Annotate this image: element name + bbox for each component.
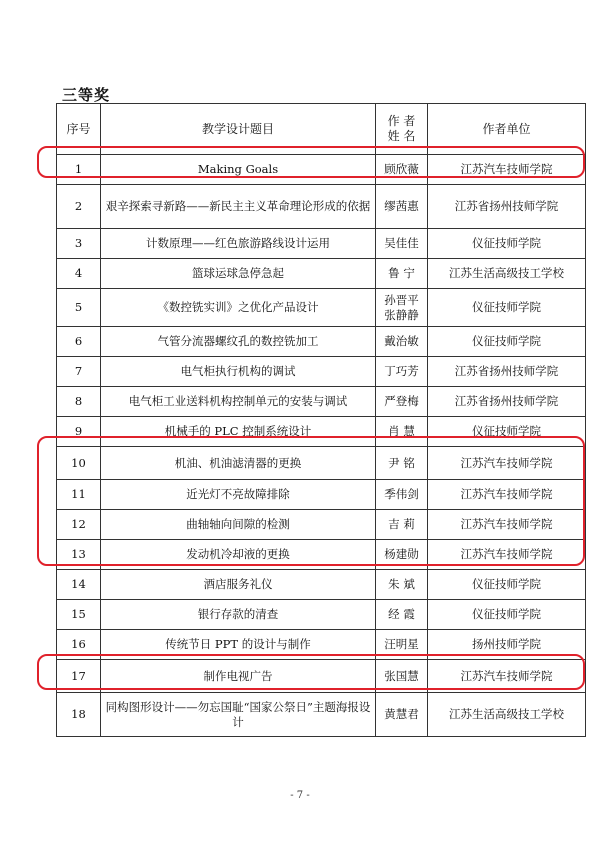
- row-index: 14: [57, 570, 101, 600]
- row-title: 传统节日 PPT 的设计与制作: [101, 630, 376, 660]
- row-index: 11: [57, 480, 101, 510]
- section-title: 三等奖: [62, 86, 111, 104]
- table-row: [57, 357, 586, 387]
- table-row: [57, 480, 586, 510]
- row-index: 18: [57, 693, 101, 737]
- row-author: 黄慧君: [376, 693, 428, 737]
- row-title: 篮球运球急停急起: [101, 259, 376, 289]
- table-row: [57, 570, 586, 600]
- row-title: 曲轴轴向间隙的检测: [101, 510, 376, 540]
- row-author: 缪茜惠: [376, 185, 428, 229]
- row-title: 计数原理——红色旅游路线设计运用: [101, 229, 376, 259]
- row-unit: 仪征技师学院: [428, 600, 586, 630]
- row-index: 5: [57, 289, 101, 327]
- row-unit: 江苏汽车技师学院: [428, 540, 586, 570]
- row-unit: 仪征技师学院: [428, 289, 586, 327]
- row-author: 经 霞: [376, 600, 428, 630]
- table-row: [57, 387, 586, 417]
- row-title: 近光灯不亮故障排除: [101, 480, 376, 510]
- row-unit: 江苏汽车技师学院: [428, 480, 586, 510]
- row-author: 张国慧: [376, 660, 428, 693]
- page-number: - 7 -: [290, 790, 310, 801]
- row-title: 银行存款的清查: [101, 600, 376, 630]
- table-header-row: [57, 104, 586, 155]
- row-author: 丁巧芳: [376, 357, 428, 387]
- header-index: 序号: [57, 104, 101, 155]
- row-index: 16: [57, 630, 101, 660]
- row-unit: 江苏汽车技师学院: [428, 660, 586, 693]
- table-row: [57, 229, 586, 259]
- table-row: [57, 259, 586, 289]
- table-row: [57, 510, 586, 540]
- row-index: 8: [57, 387, 101, 417]
- row-index: 1: [57, 155, 101, 185]
- row-index: 4: [57, 259, 101, 289]
- table-row: [57, 289, 586, 327]
- row-author: 尹 铭: [376, 447, 428, 480]
- row-title: 机油、机油滤清器的更换: [101, 447, 376, 480]
- award-table: [56, 103, 586, 737]
- table-row: [57, 447, 586, 480]
- table-row: [57, 540, 586, 570]
- table-row: [57, 155, 586, 185]
- row-title: 同构图形设计——勿忘国耻“国家公祭日”主题海报设计: [101, 693, 376, 737]
- table-row: [57, 693, 586, 737]
- row-index: 2: [57, 185, 101, 229]
- row-author: 戴治敏: [376, 327, 428, 357]
- row-title: 制作电视广告: [101, 660, 376, 693]
- row-title: 艰辛探索寻新路——新民主主义革命理论形成的依据: [101, 185, 376, 229]
- row-unit: 仪征技师学院: [428, 229, 586, 259]
- header-author-line1: 作 者: [387, 114, 416, 128]
- row-author: 顾欣薇: [376, 155, 428, 185]
- row-unit: 仪征技师学院: [428, 327, 586, 357]
- table-row: [57, 630, 586, 660]
- row-author: 季伟剑: [376, 480, 428, 510]
- row-index: 10: [57, 447, 101, 480]
- row-unit: 江苏生活高级技工学校: [428, 693, 586, 737]
- row-index: 13: [57, 540, 101, 570]
- row-index: 12: [57, 510, 101, 540]
- table-row: [57, 185, 586, 229]
- row-unit: 江苏生活高级技工学校: [428, 259, 586, 289]
- row-author: 杨建勋: [376, 540, 428, 570]
- row-title: 气管分流器螺纹孔的数控铣加工: [101, 327, 376, 357]
- row-title: Making Goals: [101, 155, 376, 185]
- row-unit: 江苏汽车技师学院: [428, 447, 586, 480]
- row-unit: 仪征技师学院: [428, 570, 586, 600]
- row-unit: 江苏省扬州技师学院: [428, 185, 586, 229]
- row-author: 汪明星: [376, 630, 428, 660]
- row-index: 17: [57, 660, 101, 693]
- header-author-line2: 姓 名: [387, 129, 416, 143]
- table-row: [57, 660, 586, 693]
- row-index: 15: [57, 600, 101, 630]
- row-author: 朱 斌: [376, 570, 428, 600]
- row-author: 鲁 宁: [376, 259, 428, 289]
- row-title: 发动机冷却液的更换: [101, 540, 376, 570]
- row-index: 7: [57, 357, 101, 387]
- row-index: 6: [57, 327, 101, 357]
- row-index: 3: [57, 229, 101, 259]
- header-title: 教学设计题目: [101, 104, 376, 155]
- row-unit: 江苏汽车技师学院: [428, 155, 586, 185]
- table-row: [57, 417, 586, 447]
- table-row: [57, 600, 586, 630]
- row-author: 吉 莉: [376, 510, 428, 540]
- row-author: 严登梅: [376, 387, 428, 417]
- row-title: 酒店服务礼仪: [101, 570, 376, 600]
- row-unit: 江苏省扬州技师学院: [428, 357, 586, 387]
- row-author: 孙晋平 张静静: [376, 289, 428, 327]
- row-author: 肖 慧: [376, 417, 428, 447]
- header-author: [376, 104, 428, 155]
- row-title: 电气柜工业送料机构控制单元的安装与调试: [101, 387, 376, 417]
- row-title: 机械手的 PLC 控制系统设计: [101, 417, 376, 447]
- row-unit: 扬州技师学院: [428, 630, 586, 660]
- row-title: 《数控铣实训》之优化产品设计: [101, 289, 376, 327]
- row-unit: 江苏汽车技师学院: [428, 510, 586, 540]
- row-author: 吴佳佳: [376, 229, 428, 259]
- row-unit: 江苏省扬州技师学院: [428, 387, 586, 417]
- row-index: 9: [57, 417, 101, 447]
- table-row: [57, 327, 586, 357]
- header-unit: 作者单位: [428, 104, 586, 155]
- row-unit: 仪征技师学院: [428, 417, 586, 447]
- row-title: 电气柜执行机构的调试: [101, 357, 376, 387]
